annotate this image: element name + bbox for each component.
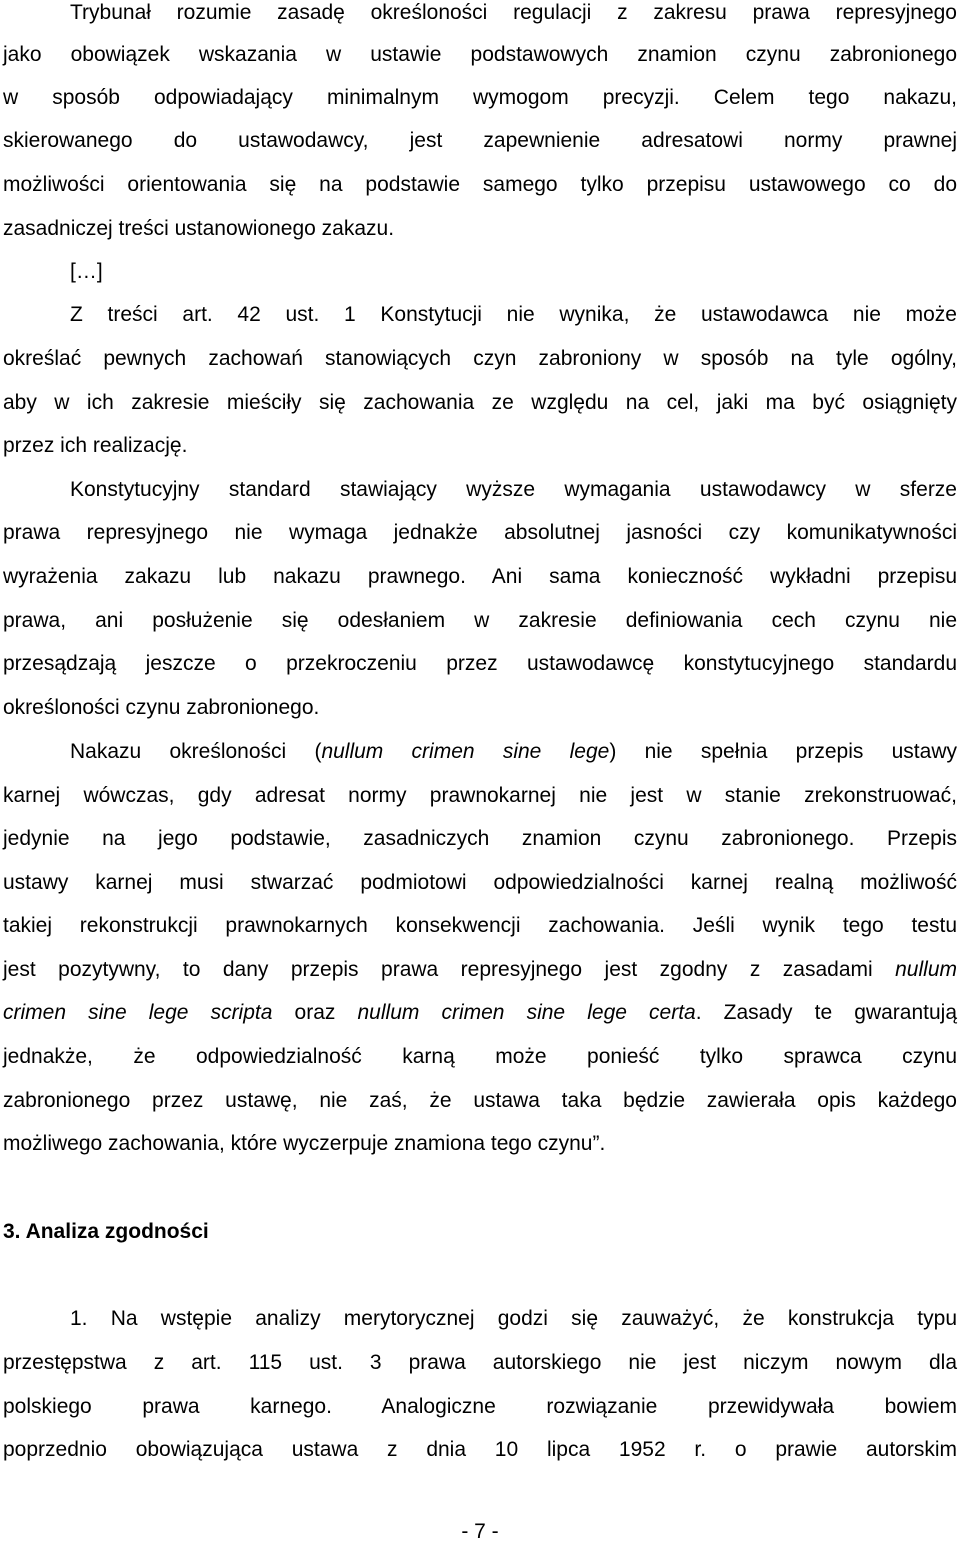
- text-line: ustawy karnej musi stwarzać podmiotowi odpowiedzialności karnej realną możliwość: [3, 871, 957, 894]
- page-number: - 7 -: [461, 1520, 499, 1543]
- latin-phrase: nullum crimen sine lege certa: [357, 1001, 696, 1024]
- latin-phrase: crimen sine lege scripta: [3, 1001, 273, 1024]
- text-span: jest pozytywny, to dany przepis prawa represyjnego jest zgodny z zasadami: [3, 958, 896, 981]
- text-line: [70, 739, 957, 765]
- text-line: zasadniczej treści ustanowionego zakazu.: [3, 217, 395, 240]
- text-line: możliwego zachowania, które wyczerpuje znamiona tego czynu”.: [3, 1132, 606, 1155]
- text-line: przez ich realizację.: [3, 434, 188, 457]
- text-line: polskiego prawa karnego. Analogiczne rozwiązanie przewidywała bowiem: [3, 1395, 957, 1418]
- text-line: prawa represyjnego nie wymaga jednakże absolutnej jasności czy komunikatywności: [3, 521, 957, 544]
- text-line: [3, 957, 957, 983]
- text-line: Konstytucyjny standard stawiający wyższe wymagania ustawodawcy w sferze: [70, 478, 957, 501]
- text-span: oraz: [272, 1001, 358, 1024]
- text-line: jako obowiązek wskazania w ustawie podstawowych znamion czynu zabronionego: [3, 43, 957, 66]
- text-line: skierowanego do ustawodawcy, jest zapewnienie adresatowi normy prawnej: [3, 129, 957, 152]
- text-line: aby w ich zakresie mieściły się zachowania ze względu na cel, jaki ma być osiągnięty: [3, 391, 957, 414]
- text-line: możliwości orientowania się na podstawie samego tylko przepisu ustawowego co do: [3, 173, 957, 196]
- ellipsis-marker: […]: [70, 260, 103, 283]
- text-line: poprzednio obowiązująca ustawa z dnia 10 lipca 1952 r. o prawie autorskim: [3, 1438, 957, 1461]
- text-line: przestępstwa z art. 115 ust. 3 prawa autorskiego nie jest niczym nowym dla: [3, 1351, 957, 1374]
- text-line: zabronionego przez ustawę, nie zaś, że ustawa taka będzie zawierała opis każdego: [3, 1089, 957, 1112]
- text-line: Trybunał rozumie zasadę określoności regulacji z zakresu prawa represyjnego: [70, 1, 957, 24]
- text-line: określoności czynu zabronionego.: [3, 696, 320, 719]
- text-line: 1. Na wstępie analizy merytorycznej godzi się zauważyć, że konstrukcja typu: [70, 1307, 957, 1330]
- text-line: prawa, ani posłużenie się odesłaniem w zakresie definiowania cech czynu nie: [3, 609, 957, 632]
- text-line: jedynie na jego podstawie, zasadniczych znamion czynu zabronionego. Przepis: [3, 827, 957, 850]
- text-line: karnej wówczas, gdy adresat normy prawnokarnej nie jest w stanie zrekonstruować,: [3, 784, 957, 807]
- text-line: jednakże, że odpowiedzialność karną może ponieść tylko sprawca czynu: [3, 1045, 957, 1068]
- text-span: ) nie spełnia przepis ustawy: [609, 740, 957, 763]
- latin-phrase: nullum: [895, 958, 957, 981]
- text-line: określać pewnych zachowań stanowiących czyn zabroniony w sposób na tyle ogólny,: [3, 347, 957, 370]
- text-line: Z treści art. 42 ust. 1 Konstytucji nie wynika, że ustawodawca nie może: [70, 303, 957, 326]
- text-line: przesądzają jeszcze o przekroczeniu przez ustawodawcę konstytucyjnego standardu: [3, 652, 957, 675]
- section-heading: 3. Analiza zgodności: [3, 1220, 209, 1243]
- text-line: [3, 1000, 957, 1026]
- text-line: wyrażenia zakazu lub nakazu prawnego. Ani sama konieczność wykładni przepisu: [3, 565, 957, 588]
- latin-phrase: nullum crimen sine lege: [321, 740, 610, 763]
- text-line: takiej rekonstrukcji prawnokarnych konsekwencji zachowania. Jeśli wynik tego testu: [3, 914, 957, 937]
- text-span: . Zasady te gwarantują: [695, 1001, 958, 1024]
- text-span: Nakazu określoności (: [70, 740, 322, 763]
- text-line: w sposób odpowiadający minimalnym wymogom precyzji. Celem tego nakazu,: [3, 86, 957, 109]
